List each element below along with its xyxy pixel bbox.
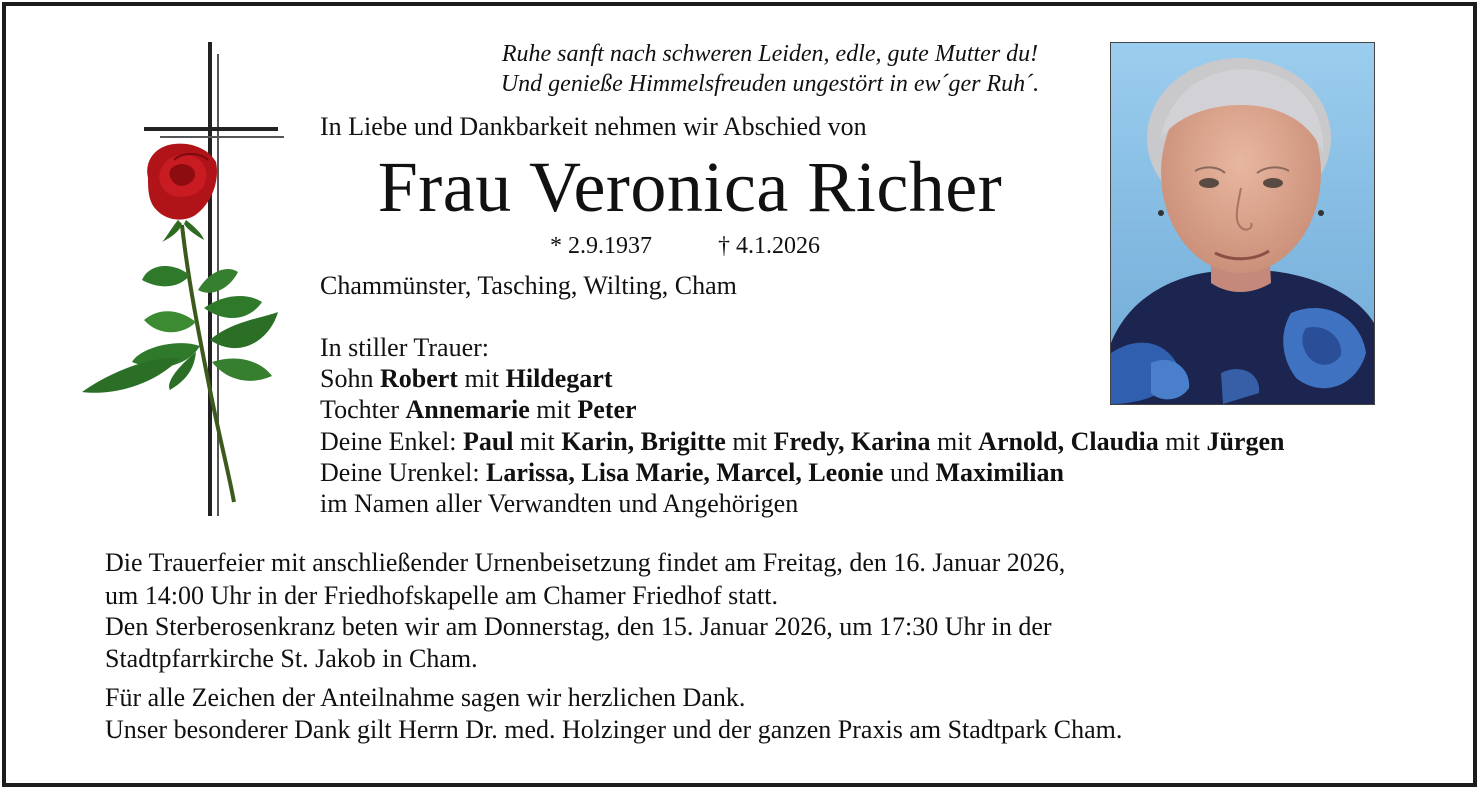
mourner-son-line xyxy=(320,362,613,396)
grandchild-name: Paul xyxy=(462,427,514,456)
daughter-with: mit xyxy=(536,395,571,424)
ceremony-line-1: Die Trauerfeier mit anschließender Urnenbeisetzung findet am Freitag, den 16. Januar 2026, xyxy=(105,548,1066,577)
grandchild-partner: Jürgen xyxy=(1206,427,1285,456)
daughter-name: Annemarie xyxy=(405,395,530,424)
grandchild-name: Brigitte xyxy=(640,427,726,456)
thanks-line-2: Unser besonderer Dank gilt Herrn Dr. med. Holzinger und der ganzen Praxis am Stadtpark Cham. xyxy=(105,715,1123,744)
mourner-grandchildren-line xyxy=(320,425,1284,459)
deceased-name: Frau Veronica Richer xyxy=(377,147,1003,227)
grandchild-name: Claudia xyxy=(1070,427,1159,456)
great-grandchildren-last: Maximilian xyxy=(935,458,1064,487)
son-partner: Hildegart xyxy=(505,364,613,393)
great-grandchildren-label: Deine Urenkel: xyxy=(320,458,480,487)
grandchild-with: mit xyxy=(732,427,768,456)
mourners-heading: In stiller Trauer: xyxy=(320,333,489,362)
death-date: † 4.1.2026 xyxy=(718,233,820,259)
thanks-line-1: Für alle Zeichen der Anteilnahme sagen wir herzlichen Dank. xyxy=(105,683,746,712)
son-with: mit xyxy=(464,364,500,393)
intro-text: In Liebe und Dankbarkeit nehmen wir Abschied von xyxy=(320,112,867,141)
great-grandchildren-and: und xyxy=(889,458,929,487)
motto-line-2: Und genieße Himmelsfreuden ungestört in ew´ger Ruh´. xyxy=(500,71,1040,97)
mourner-great-grandchildren-line xyxy=(320,456,1064,490)
portrait-photo xyxy=(1110,42,1375,405)
birth-date: * 2.9.1937 xyxy=(550,233,652,259)
daughter-label: Tochter xyxy=(320,395,400,424)
cross-rose-icon xyxy=(70,40,290,520)
great-grandchildren-names: Larissa, Lisa Marie, Marcel, Leonie xyxy=(486,458,884,487)
daughter-partner: Peter xyxy=(577,395,637,424)
places-text: Chammünster, Tasching, Wilting, Cham xyxy=(320,271,737,300)
grandchild-partner: Arnold, xyxy=(978,427,1065,456)
son-name: Robert xyxy=(379,364,458,393)
motto-line-1: Ruhe sanft nach schweren Leiden, edle, gute Mutter du! xyxy=(501,41,1039,67)
grandchild-partner: Fredy, xyxy=(773,427,845,456)
son-label: Sohn xyxy=(320,364,374,393)
grandchild-name: Karina xyxy=(851,427,931,456)
grandchild-with: mit xyxy=(1165,427,1200,456)
ceremony-line-3: Den Sterberosenkranz beten wir am Donnerstag, den 15. Januar 2026, um 17:30 Uhr in der xyxy=(105,612,1052,641)
grandchild-with: mit xyxy=(937,427,972,456)
portrait-image xyxy=(1111,43,1374,404)
grandchildren-label: Deine Enkel: xyxy=(320,427,457,456)
mourner-daughter-line xyxy=(320,393,637,427)
grandchild-partner: Karin, xyxy=(561,427,635,456)
relatives-line: im Namen aller Verwandten und Angehörigen xyxy=(320,489,799,518)
ceremony-line-2: um 14:00 Uhr in der Friedhofskapelle am Chamer Friedhof statt. xyxy=(105,581,778,610)
ceremony-line-4: Stadtpfarrkirche St. Jakob in Cham. xyxy=(105,644,478,673)
grandchild-with: mit xyxy=(520,427,555,456)
